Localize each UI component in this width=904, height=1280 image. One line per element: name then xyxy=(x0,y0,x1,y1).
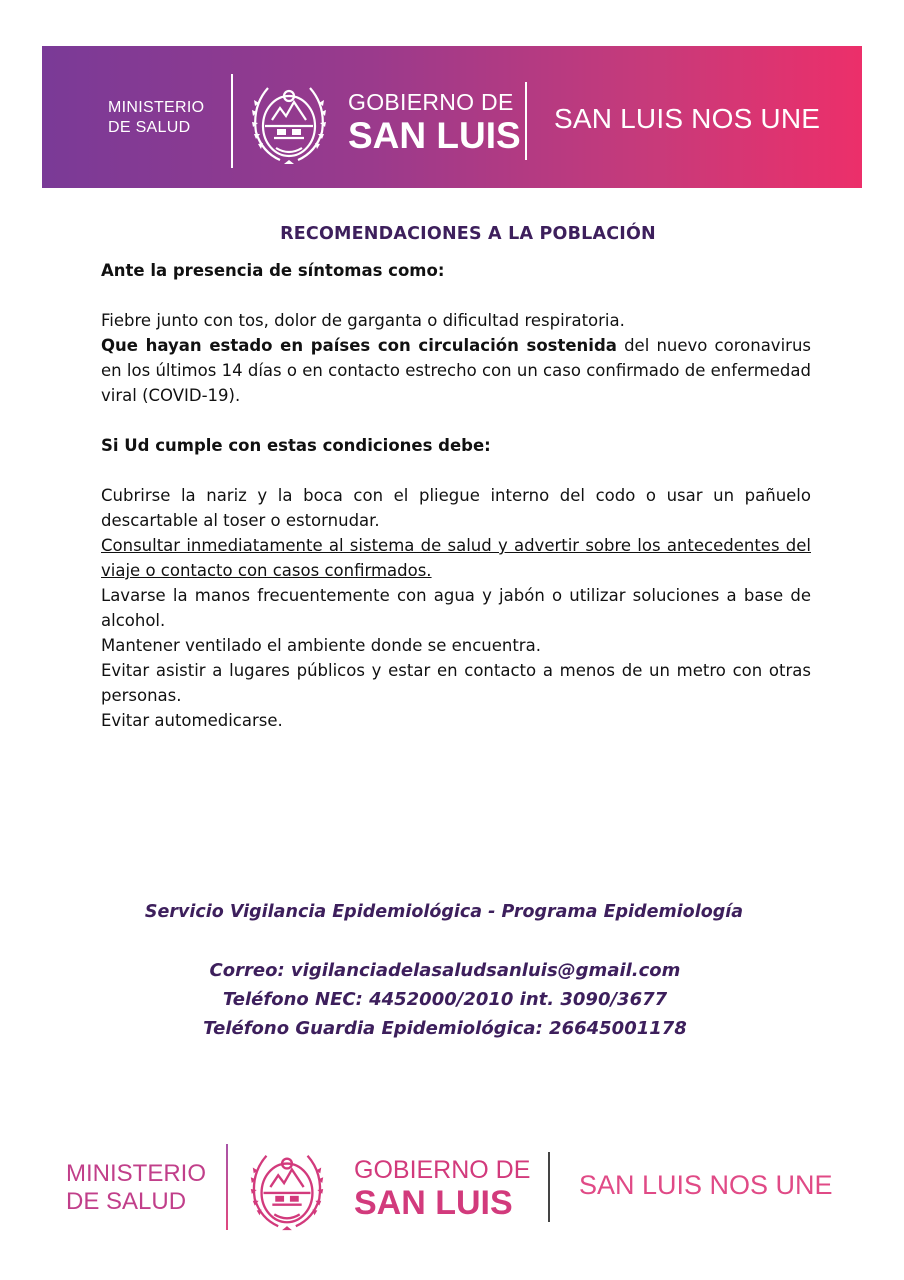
header-gov-line1: GOBIERNO DE xyxy=(348,89,514,115)
symptom-emphasis: Que hayan estado en países con circulación sostenida xyxy=(101,336,617,355)
footer-ministry-line2: DE SALUD xyxy=(66,1188,187,1215)
recommendation-item: Evitar asistir a lugares públicos y estar en contacto a menos de un metro con otras personas. xyxy=(101,661,811,705)
header-divider-right xyxy=(525,82,527,160)
header-motto: SAN LUIS NOS UNE xyxy=(554,103,821,134)
footer-gov-line2: SAN LUIS xyxy=(354,1184,513,1222)
conditions-heading: Si Ud cumple con estas condiciones debe: xyxy=(101,436,491,455)
symptoms-heading: Ante la presencia de síntomas como: xyxy=(101,261,445,280)
contact-phone-guard: Teléfono Guardia Epidemiológica: 26645001178 xyxy=(203,1018,687,1039)
header-banner xyxy=(42,46,862,188)
spacer xyxy=(101,458,811,483)
symptom-item xyxy=(101,333,811,408)
header-ministry-label xyxy=(108,98,204,138)
footer-gov-line1: GOBIERNO DE xyxy=(354,1156,531,1184)
recommendations-body xyxy=(101,258,811,733)
provincial-seal-icon xyxy=(246,76,332,168)
footer-ministry-line1: MINISTERIO xyxy=(66,1160,207,1187)
spacer xyxy=(101,283,811,308)
header-divider-left xyxy=(231,74,233,168)
contact-phone-nec: Teléfono NEC: 4452000/2010 int. 3090/3677 xyxy=(222,989,668,1010)
recommendation-item: Evitar automedicarse. xyxy=(101,711,283,730)
footer-motto: SAN LUIS NOS UNE xyxy=(579,1170,833,1200)
header-gov-line2: SAN LUIS xyxy=(348,115,521,156)
footer-divider-left xyxy=(226,1144,228,1230)
recommendation-item: Cubrirse la nariz y la boca con el pliegue interno del codo o usar un pañuelo descartable al toser o estornudar. xyxy=(101,486,811,530)
recommendation-item-underlined: Consultar inmediatamente al sistema de salud y advertir sobre los antecedentes del viaje o contacto con casos confirmados. xyxy=(101,536,811,580)
header-ministry-line1: MINISTERIO xyxy=(108,99,205,116)
recommendation-item: Mantener ventilado el ambiente donde se encuentra. xyxy=(101,636,541,655)
footer-ministry-label xyxy=(66,1160,206,1216)
recommendation-item: Lavarse la manos frecuentemente con agua y jabón o utilizar soluciones a base de alcohol. xyxy=(101,586,811,630)
header-ministry-line2: DE SALUD xyxy=(108,119,191,136)
footer-logo-bar xyxy=(66,1140,856,1235)
symptom-item: Fiebre junto con tos, dolor de garganta o dificultad respiratoria. xyxy=(101,311,625,330)
footer-divider-right xyxy=(548,1152,550,1222)
contact-block xyxy=(0,956,890,1043)
provincial-seal-icon xyxy=(244,1144,330,1234)
page-title: RECOMENDACIONES A LA POBLACIÓN xyxy=(280,224,656,244)
symptom-text: del nuevo coronavirus en los últimos 14 días o en contacto estrecho con un caso confirmado de enfermedad viral (COVID-19). xyxy=(101,336,811,405)
contact-email: Correo: vigilanciadelasaludsanluis@gmail.com xyxy=(209,960,681,981)
spacer xyxy=(101,408,811,433)
service-name: Servicio Vigilancia Epidemiológica - Programa Epidemiología xyxy=(144,902,744,922)
